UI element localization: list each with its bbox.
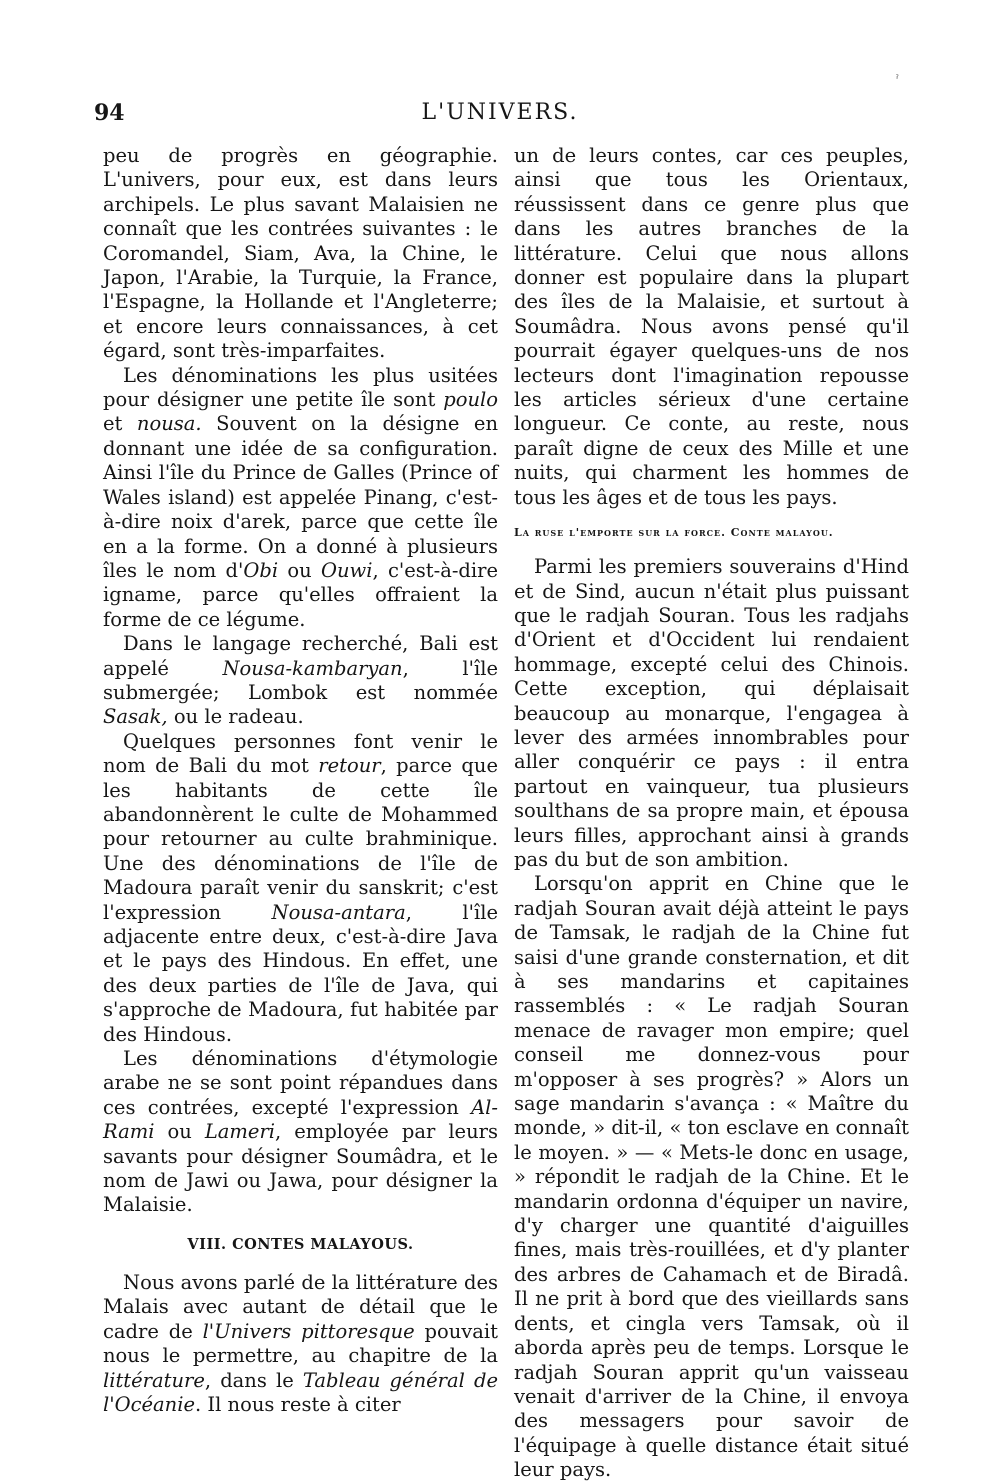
left-column	[103, 144, 498, 1417]
paragraph: un de leurs contes, car ces peuples, ainsi que tous les Orientaux, réussissent dans ce genre plus que dans les autres branches de la littérature. Celui que nous allons donner est populaire dans la plupart des îles de la Malaisie, et surtout à Soumâdra. Nous avons pensé qu'il pourrait égayer quelques-uns de nos lecteurs dont l'imagination repousse les articles sérieux d'une certaine longueur. Ce conte, au reste, nous paraît digne de ceux des Mille et une nuits, qui charment les hommes de tous les âges et de tous les pays.	[514, 144, 909, 509]
paragraph: Les dénominations d'étymologie arabe ne se sont point répandues dans ces contrées, excepté l'expression Al-Rami ou Lameri, employée par leurs savants pour désigner Soumâdra, et le nom de Jawi ou Jawa, pour désigner la Malaisie.	[103, 1047, 498, 1217]
paragraph: Dans le langage recherché, Bali est appelé Nousa-kambaryan, l'île submergée; Lombok est nommée Sasak, ou le radeau.	[103, 632, 498, 729]
paragraph: Les dénominations les plus usitées pour désigner une petite île sont poulo et nousa. Souvent on la désigne en donnant une idée de sa configuration. Ainsi l'île du Prince de Galles (Prince of Wales island) est appelée Pinang, c'est-à-dire noix d'arek, parce que cette île en a la forme. On a donné à plusieurs îles le nom d'Obi ou Ouwi, c'est-à-dire igname, parce qu'elles offraient la forme de ce légume.	[103, 363, 499, 631]
paragraph: Parmi les premiers souverains d'Hind et de Sind, aucun n'était plus puissant que le radjah Souran. Tous les radjahs d'Orient et d'Occident lui rendaient hommage, excepté celui des Chinois. Cette exception, qui déplaisait beaucoup au monarque, l'engagea à lever des armées innombrables pour aller conquérir ce pays : il entra partout en vainqueur, tua plusieurs soulthans de sa propre main, et épousa leurs filles, approchant ainsi à grands pas du but de son ambition.	[514, 555, 909, 871]
page-header	[0, 100, 1000, 130]
paragraph: Lorsqu'on apprit en Chine que le radjah Souran avait déjà atteint le pays de Tamsak, le radjah de la Chine fut saisi d'une grande consternation, et dit à ses mandarins et capitaines rassemblés : « Le radjah Souran menace de ravager mon empire; quel conseil me donnez-vous pour m'opposer à ses progrès? » Alors un sage mandarin s'avança : « Maître du monde, » dit-il, « ton esclave en connaît le moyen. » — « Mets-le donc en usage, » répondit le radjah de la Chine. Et le mandarin ordonna d'équiper un navire, d'y charger une quantité d'aiguilles fines, mais très-rouillées, et d'y planter des arbres de Cahamach et de Biradâ. Il ne prit à bord que des vieillards sans dents, et cingla vers Tamsak, où il aborda après peu de temps. Lorsque le radjah Souran apprit qu'un vaisseau venait d'arriver de la Chine, il envoya des messagers pour savoir de l'équipage à quelle distance était situé leur pays.	[514, 872, 909, 1482]
section-heading: VIII. CONTES MALAYOUS.	[187, 1235, 414, 1253]
tale-heading: La ruse l'emporte sur la force. Conte malayou.	[514, 526, 834, 540]
page-number: 94	[94, 100, 125, 126]
right-column	[514, 144, 909, 1483]
page-mark: ˀ	[896, 74, 899, 85]
paragraph: Quelques personnes font venir le nom de Bali du mot retour, parce que les habitants de cette île abandonnèrent le culte de Mohammed pour retourner au culte brahminique. Une des dénominations de l'île de Madoura paraît venir du sanskrit; c'est l'expression Nousa-antara, l'île adjacente entre deux, c'est-à-dire Java et le pays des Hindous. En effet, une des deux parties de l'île de Java, qui s'approche de Madoura, fut habitée par des Hindous.	[103, 729, 499, 1046]
paragraph: peu de progrès en géographie. L'univers, pour eux, est dans leurs archipels. Le plus savant Malaisien ne connaît que les contrées suivantes : le Coromandel, Siam, Ava, la Chine, le Japon, l'Arabie, la Turquie, la France, l'Espagne, la Hollande et l'Angleterre; et encore leurs connaissances, à cet égard, sont très-imparfaites.	[103, 144, 498, 363]
paragraph: Nous avons parlé de la littérature des Malais avec autant de détail que le cadre de l'Univers pittoresque pouvait nous le permettre, au chapitre de la littérature, dans le Tableau général de l'Océanie. Il nous reste à citer	[103, 1270, 499, 1416]
running-title: L'UNIVERS.	[421, 100, 579, 125]
